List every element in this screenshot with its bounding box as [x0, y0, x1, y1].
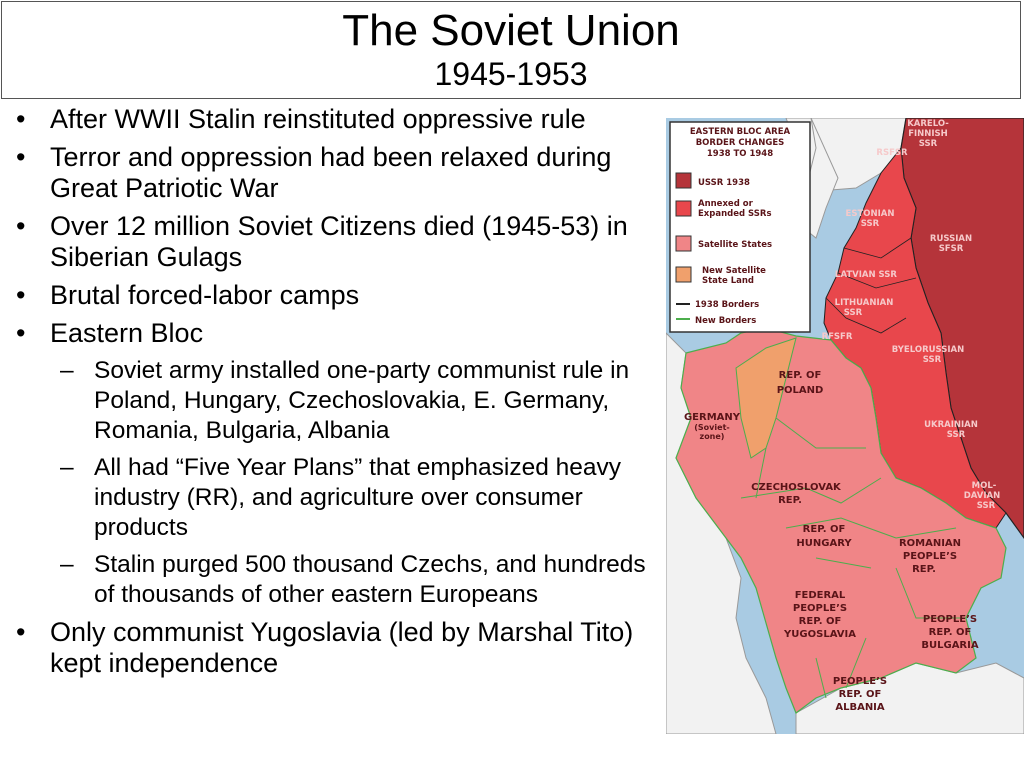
bullet-item	[12, 142, 667, 204]
legend-title: BORDER CHANGES	[695, 138, 785, 148]
legend-title: 1938 TO 1948	[706, 149, 774, 159]
legend-swatch-annexed	[676, 201, 691, 216]
bullet-item	[12, 617, 667, 679]
label-bulgaria: PEOPLE’S	[922, 614, 978, 625]
bullet-text: Terror and oppression had been relaxed during Great Patriotic War	[50, 142, 612, 203]
label-byelorussian: SSR	[922, 355, 942, 365]
label-moldavian: DAVIAN	[963, 491, 1001, 501]
eastern-bloc-map	[666, 118, 1024, 734]
label-romania: ROMANIAN	[898, 538, 962, 549]
label-germany: GERMANY	[683, 412, 741, 423]
label-yugoslavia: REP. OF	[798, 616, 842, 627]
bullet-text: After WWII Stalin reinstituted oppressive rule	[50, 104, 586, 134]
label-latvian: LATVIAN SSR	[835, 270, 897, 280]
label-romania: PEOPLE’S	[902, 551, 958, 562]
bullet-text: Brutal forced-labor camps	[50, 280, 360, 310]
label-rsfsr: RSFSR	[876, 148, 908, 158]
bullet-item	[12, 104, 667, 135]
sub-bullet-item	[12, 453, 667, 543]
bullet-list	[12, 104, 667, 686]
slide-title-box	[1, 1, 1021, 99]
label-yugoslavia: FEDERAL	[794, 590, 846, 601]
label-moldavian: SSR	[976, 501, 996, 511]
label-kaliningrad: RFSFR	[821, 332, 853, 342]
label-byelorussian: BYELORUSSIAN	[891, 345, 965, 355]
legend-title: EASTERN BLOC AREA	[689, 127, 791, 137]
label-germany: (Soviet-	[694, 423, 730, 432]
legend-swatch-new-land	[676, 267, 691, 282]
label-ukrainian: UKRAINIAN	[924, 420, 978, 430]
label-bulgaria: REP. OF	[928, 627, 972, 638]
map-svg	[666, 118, 1024, 734]
label-russian: SFSR	[938, 244, 964, 254]
sub-bullet-text: Stalin purged 500 thousand Czechs, and hundreds of thousands of other eastern Europeans	[94, 551, 646, 608]
label-poland: POLAND	[776, 385, 824, 396]
label-estonian: ESTONIAN	[845, 209, 895, 219]
bullet-glyph: •	[16, 318, 26, 348]
sub-bullet-glyph: –	[60, 357, 74, 384]
label-albania: PEOPLE’S	[832, 676, 888, 687]
label-poland: REP. OF	[778, 370, 822, 381]
label-yugoslavia: PEOPLE’S	[792, 603, 848, 614]
label-czechoslovak: REP.	[778, 495, 802, 506]
bullet-glyph: •	[16, 211, 26, 241]
sub-bullet-text: All had “Five Year Plans” that emphasized heavy industry (RR), and agriculture over consumer products	[94, 454, 622, 541]
sub-bullet-item	[12, 550, 667, 610]
bullet-text: Over 12 million Soviet Citizens died (1945-53) in Siberian Gulags	[50, 211, 628, 272]
legend-label: Expanded SSRs	[698, 209, 772, 219]
bullet-text: Only communist Yugoslavia (led by Marshal Tito) kept independence	[50, 617, 634, 678]
label-romania: REP.	[912, 564, 936, 575]
bullet-glyph: •	[16, 280, 26, 310]
label-hungary: REP. OF	[802, 524, 846, 535]
bullet-glyph: •	[16, 104, 26, 134]
label-karelo: KARELO-	[907, 119, 949, 129]
sub-bullet-text: Soviet army installed one-party communist rule in Poland, Hungary, Czechoslovakia, E. Germany, Romania, Bulgaria, Albania	[94, 357, 630, 444]
label-germany: zone)	[699, 432, 725, 441]
label-bulgaria: BULGARIA	[921, 640, 979, 651]
bullet-text: Eastern Bloc	[50, 318, 204, 348]
legend-swatch-ussr	[676, 173, 691, 188]
bullet-glyph: •	[16, 617, 26, 647]
sub-bullet-glyph: –	[60, 454, 74, 481]
label-lithuanian: SSR	[843, 308, 863, 318]
legend-label: USSR 1938	[698, 178, 750, 188]
legend-swatch-satellite	[676, 236, 691, 251]
label-lithuanian: LITHUANIAN	[834, 298, 894, 308]
label-karelo: FINNISH	[908, 129, 948, 139]
legend-label: 1938 Borders	[695, 300, 760, 310]
bullet-item	[12, 211, 667, 273]
label-ukrainian: SSR	[946, 430, 966, 440]
label-karelo: SSR	[918, 139, 938, 149]
label-estonian: SSR	[860, 219, 880, 229]
legend-label: New Borders	[695, 316, 757, 326]
label-albania: ALBANIA	[835, 702, 885, 713]
label-yugoslavia: YUGOSLAVIA	[784, 629, 856, 640]
label-hungary: HUNGARY	[796, 538, 852, 549]
slide-title: The Soviet Union	[342, 6, 680, 55]
legend-label: New Satellite	[702, 266, 766, 276]
legend-label: Annexed or	[698, 199, 753, 209]
slide-subtitle: 1945-1953	[434, 56, 588, 92]
bullet-item	[12, 318, 667, 349]
legend-label: Satellite States	[698, 240, 773, 250]
label-albania: REP. OF	[838, 689, 882, 700]
sub-bullet-glyph: –	[60, 551, 74, 578]
sub-bullet-item	[12, 356, 667, 446]
bullet-glyph: •	[16, 142, 26, 172]
label-czechoslovak: CZECHOSLOVAK	[751, 482, 841, 493]
label-russian: RUSSIAN	[929, 234, 973, 244]
legend-label: State Land	[702, 276, 754, 286]
bullet-item	[12, 280, 667, 311]
label-moldavian: MOL-	[971, 481, 997, 491]
